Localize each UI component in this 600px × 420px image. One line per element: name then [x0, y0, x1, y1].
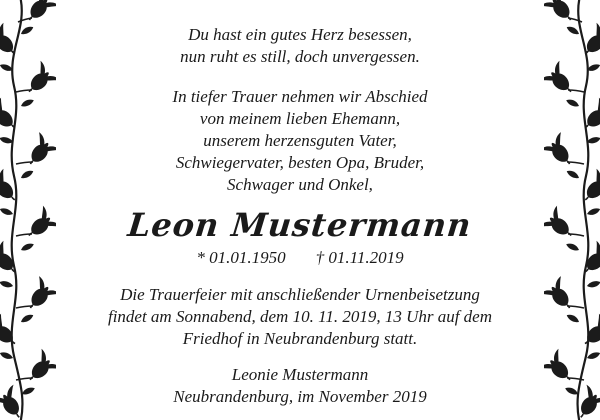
funeral-line: findet am Sonnabend, dem 10. 11. 2019, 13 Uhr auf dem: [107, 307, 493, 326]
life-dates: [196, 247, 403, 269]
verse-line: nun ruht es still, doch unvergessen.: [180, 47, 420, 66]
verse-line: Du hast ein gutes Herz besessen,: [188, 25, 412, 44]
announcement-line: Schwiegervater, besten Opa, Bruder,: [175, 153, 425, 172]
floral-border-left-icon: [0, 0, 56, 420]
mourner-name: Leonie Mustermann: [231, 365, 369, 384]
place-and-date: Neubrandenburg, im November 2019: [173, 387, 427, 406]
announcement-line: In tiefer Trauer nehmen wir Abschied: [172, 87, 428, 106]
funeral-line: Die Trauerfeier mit anschließender Urnenbeisetzung: [120, 285, 480, 304]
mourner-signature: [173, 364, 426, 408]
funeral-details: [108, 284, 492, 350]
deceased-name: Leon Mustermann: [126, 206, 474, 244]
obituary-content: [62, 0, 538, 420]
floral-border-right-icon: [544, 0, 600, 420]
announcement-line: unserem herzensguten Vater,: [203, 131, 397, 150]
funeral-line: Friedhof in Neubrandenburg statt.: [182, 329, 418, 348]
death-date: † 01.11.2019: [315, 248, 404, 267]
memorial-verse: [180, 24, 420, 68]
announcement-line: von meinem lieben Ehemann,: [199, 109, 401, 128]
mourning-announcement: [172, 86, 427, 196]
announcement-line: Schwager und Onkel,: [227, 175, 373, 194]
birth-date: * 01.01.1950: [196, 248, 286, 267]
